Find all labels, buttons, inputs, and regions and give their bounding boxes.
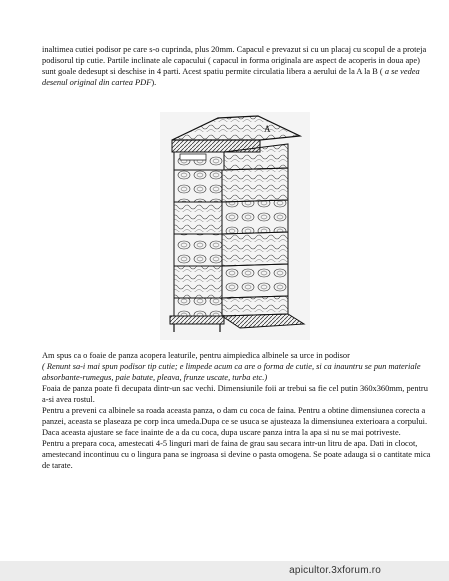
paragraph-cloth-cover — [42, 350, 432, 471]
cloth-paste-text: Pentru a preveni ca albinele sa roada aceasta panza, o dam cu coca de faina. Pentru a obtine dimensiunea corecta a panzei, aceasta se plaseaza pe corp inca umeda.Dupa ce se usuca se ajusteaza la dimensiunea exterioara a corpului. Daca aceasta ajustare se face inainte de a da cu coca, dupa uscare panza intra la apa si nu se mai potriveste. — [42, 406, 428, 437]
cloth-intro-line: Am spus ca o foaie de panza acopera leaturile, pentru aimpiedica albinele sa urce in podisor — [42, 351, 350, 360]
site-footer — [0, 561, 449, 581]
paste-recipe-text: Pentru a prepara coca, amestecati 4-5 linguri mari de faina de grau sau secara intr-un litru de apa. Dati in clocot, amestecand incontinuu cu o lingura pana se ingroasa si devine o pasta omogena. Se poate adauga si o cantitate mica de tarate. — [42, 439, 431, 470]
paragraph-1-end: ). — [151, 78, 157, 87]
cloth-note-italic: ( Renunt sa-i mai spun podisor tip cutie; e limpede acum ca are o forma de cutie, si ca inauntru se pun materiale absorbante-rumegus, paie batute, pleava, frunze uscate, turba etc.) — [42, 362, 421, 382]
footer-site-url[interactable]: apicultor.3xforum.ro — [289, 565, 381, 576]
figure-label-a: A — [264, 124, 271, 134]
hive-illustration — [160, 112, 310, 340]
hive-body-front — [174, 170, 222, 316]
paragraph-hive-roof — [42, 44, 432, 88]
paragraph-1-text: inaltimea cutiei podisor pe care s-o cuprinda, plus 20mm. Capacul e prevazut si cu un placaj cu scopul de a proteja podisorul tip cutie. Partile inclinate ale capacului ( capacul in forma originala are aspect de acoperis in doua ape) sunt goale dedesupt si deschise in 4 parti. Acest spatiu permite circulatia libera a aerului de la A la B ( — [42, 45, 427, 76]
paragraph-1-italic: a se vedea desenul original din cartea PDF — [42, 67, 420, 87]
cloth-dimensions-text: Foaia de panza poate fi decupata dintr-un sac vechi. Dimensiunile foii ar trebui sa fie cel putin 360x360mm, pentru a-si avea rostul. — [42, 384, 428, 404]
hive-body-side — [222, 168, 288, 316]
